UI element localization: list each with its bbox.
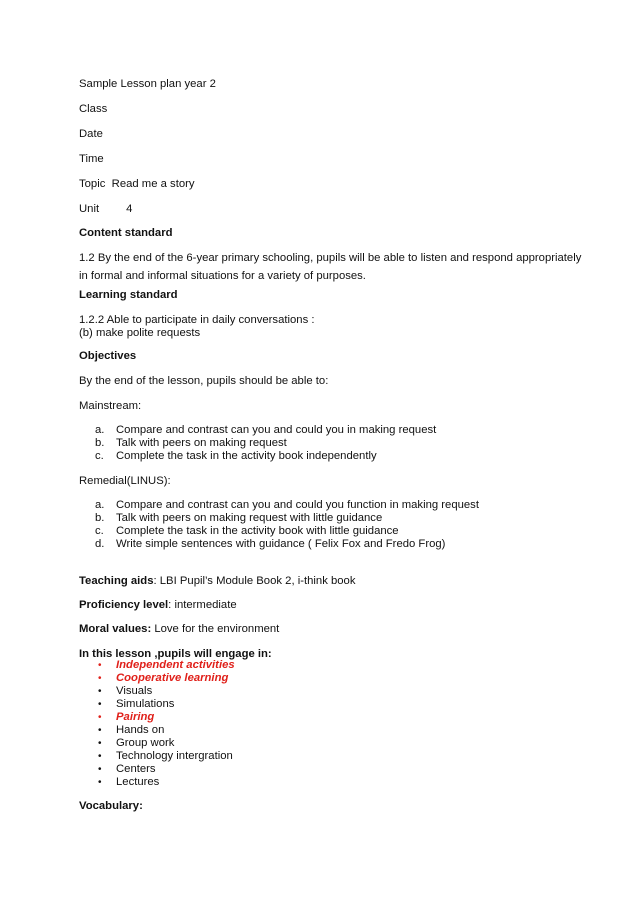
bullet-text: Visuals bbox=[116, 685, 153, 697]
bullet-icon: • bbox=[98, 738, 102, 749]
unit-label: Unit bbox=[79, 203, 100, 215]
time-label: Time bbox=[79, 153, 104, 165]
bullet-text: Technology intergration bbox=[116, 750, 233, 762]
remedial-label: Remedial(LINUS): bbox=[79, 475, 171, 487]
list-marker: b. bbox=[95, 437, 105, 449]
moral-values-value: Love for the environment bbox=[151, 623, 280, 635]
list-marker: a. bbox=[95, 499, 105, 511]
bullet-icon: • bbox=[98, 751, 102, 762]
list-text: Complete the task in the activity book independently bbox=[116, 450, 377, 462]
content-standard-line-2: in formal and informal situations for a variety of purposes. bbox=[79, 270, 366, 282]
mainstream-label: Mainstream: bbox=[79, 400, 142, 412]
list-marker: b. bbox=[95, 512, 105, 524]
bullet-icon: • bbox=[98, 686, 102, 697]
list-text: Compare and contrast can you and could you function in making request bbox=[116, 499, 479, 511]
proficiency-line bbox=[79, 598, 237, 612]
list-text: Complete the task in the activity book with little guidance bbox=[116, 525, 399, 537]
bullet-text: Independent activities bbox=[116, 659, 235, 671]
bullet-text: Hands on bbox=[116, 724, 165, 736]
bullet-text: Simulations bbox=[116, 698, 175, 710]
date-label: Date bbox=[79, 128, 103, 140]
proficiency-label: Proficiency level bbox=[79, 599, 169, 611]
list-text: Write simple sentences with guidance ( Felix Fox and Fredo Frog) bbox=[116, 538, 446, 550]
teaching-aids-line bbox=[79, 574, 356, 588]
list-text: Talk with peers on making request with little guidance bbox=[116, 512, 383, 524]
bullet-text: Lectures bbox=[116, 776, 160, 788]
list-marker: d. bbox=[95, 538, 105, 550]
content-standard-heading: Content standard bbox=[79, 227, 173, 239]
topic-value: Read me a story bbox=[111, 178, 195, 190]
class-label: Class bbox=[79, 103, 108, 115]
bullet-text: Group work bbox=[116, 737, 175, 749]
unit-value: 4 bbox=[126, 203, 133, 215]
objectives-intro: By the end of the lesson, pupils should be able to: bbox=[79, 375, 329, 387]
bullet-icon: • bbox=[98, 725, 102, 736]
proficiency-value: : intermediate bbox=[168, 599, 237, 611]
moral-values-line bbox=[79, 622, 279, 636]
list-marker: c. bbox=[95, 450, 104, 462]
learning-standard-line-2: (b) make polite requests bbox=[79, 327, 201, 339]
moral-values-label: Moral values: bbox=[79, 623, 152, 635]
content-standard-line-1: 1.2 By the end of the 6-year primary schooling, pupils will be able to listen and respond appropriately bbox=[79, 252, 582, 264]
bullet-icon: • bbox=[98, 777, 102, 788]
unit-line bbox=[79, 202, 132, 216]
list-marker: c. bbox=[95, 525, 104, 537]
topic-line bbox=[79, 177, 195, 191]
learning-standard-line-1: 1.2.2 Able to participate in daily conversations : bbox=[79, 314, 315, 326]
objectives-heading: Objectives bbox=[79, 350, 137, 362]
teaching-aids-label: Teaching aids bbox=[79, 575, 154, 587]
bullet-text: Cooperative learning bbox=[116, 672, 229, 684]
bullet-text: Pairing bbox=[116, 711, 155, 723]
bullet-icon: • bbox=[98, 673, 102, 684]
bullet-icon: • bbox=[98, 699, 102, 710]
bullet-icon: • bbox=[98, 712, 102, 723]
bullet-text: Centers bbox=[116, 763, 156, 775]
learning-standard-heading: Learning standard bbox=[79, 289, 178, 301]
list-text: Compare and contrast can you and could you in making request bbox=[116, 424, 437, 436]
list-text: Talk with peers on making request bbox=[116, 437, 287, 449]
bullet-icon: • bbox=[98, 660, 102, 671]
vocabulary-heading: Vocabulary: bbox=[79, 800, 143, 812]
teaching-aids-value: : LBI Pupil’s Module Book 2, i-think book bbox=[153, 575, 356, 587]
topic-label: Topic bbox=[79, 178, 106, 190]
bullet-icon: • bbox=[98, 764, 102, 775]
lesson-title: Sample Lesson plan year 2 bbox=[79, 78, 216, 90]
list-marker: a. bbox=[95, 424, 105, 436]
engage-heading: In this lesson ,pupils will engage in: bbox=[79, 648, 272, 660]
